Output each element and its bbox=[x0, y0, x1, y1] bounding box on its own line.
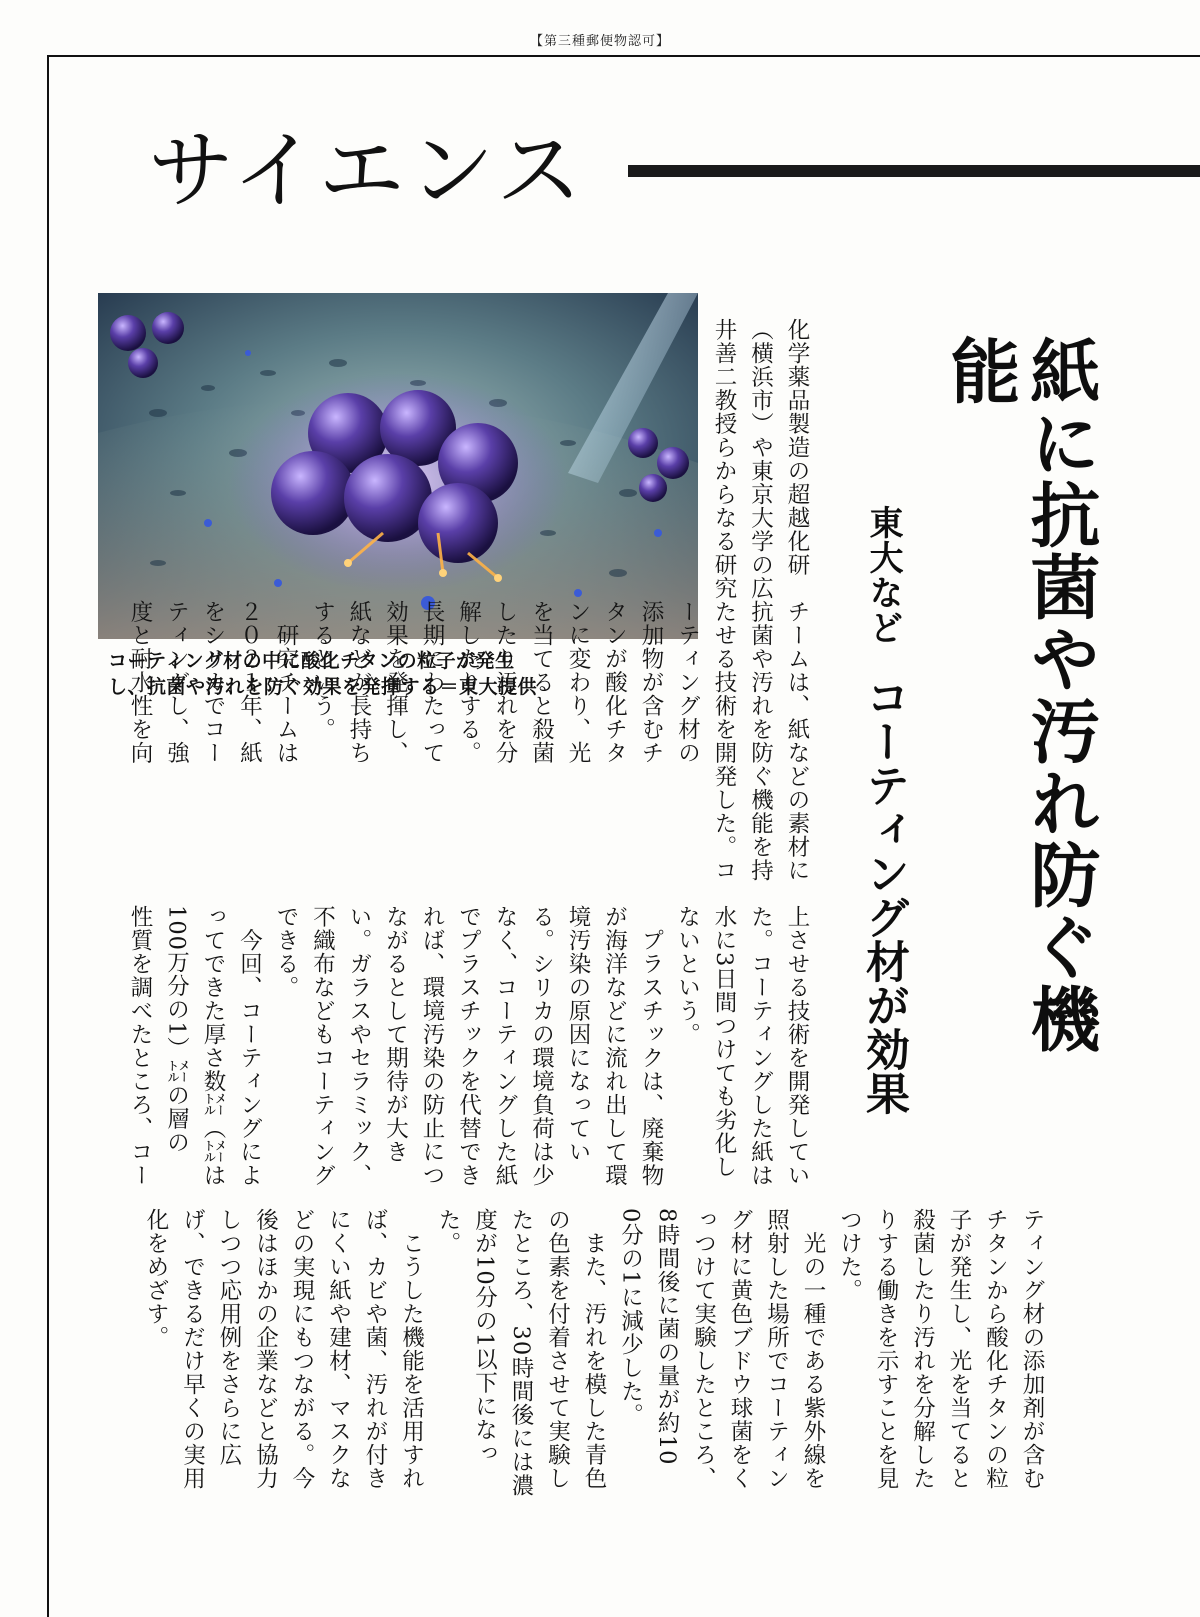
headline: 紙に抗菌や汚れ防ぐ機能 bbox=[939, 335, 1101, 1055]
caption-line-2: し、抗菌や汚れを防ぐ効果を発揮する＝東大提供 bbox=[108, 676, 538, 698]
article-photo bbox=[98, 293, 698, 639]
body-block-4: ティング材の添加剤が含む チタンから酸化チタンの粒 子が発生し、光を当てると 殺菌したり汚れを分解した りする働きを示すことを見 つけた。 光の一種である紫外線を 照射した場所でコーティン グ材に黄色ブドウ球菌をく っつけて実験したところ、 8時間後に菌の量が約10 0分の1に減少した。 また、汚れを模した青色 の色素を付着させて実験し たところ、30時間後には濃 度が10分の1以下になっ た。 こうした機能を活用すれ ば、カビや菌、汚れが付き にくい紙や建材、マスクな どの実現にもつながる。今 後はほかの企業などと協力 しつつ応用例をさらに広 げ、できるだけ早くの実用 化をめざす。 bbox=[143, 1208, 1045, 1498]
postal-notice: 【第三種郵便物認可】 bbox=[529, 34, 670, 49]
coating-particles-image bbox=[98, 293, 698, 639]
subhead-prefix: 東大など bbox=[863, 505, 903, 645]
caption-line-1: コーティング材の中に酸化チタンの粒子が発生 bbox=[108, 650, 515, 672]
subhead-main: コーティング材が効果 bbox=[858, 675, 909, 1115]
body-block-2: チームは、紙などの素材に 抗菌や汚れを防ぐ機能を持 たせる技術を開発した。コ ーティング材の 添加物が含むチ タンが酸化チタ ンに変わり、光 を当てると殺菌 したり汚れを分 解したりする。 長期にわたって 効果を発揮し、 紙などが長持ち するという。 研究チームは ２０２１年、紙 をシリカでコー ティングし、強 度と耐水性を向 bbox=[127, 600, 810, 882]
section-title: サイエンス bbox=[148, 121, 586, 221]
body-block-1: 化学薬品製造の超越化研 （横浜市）や東京大学の広 井善二教授らからなる研究 bbox=[711, 318, 810, 600]
section-rule bbox=[628, 165, 1200, 177]
body-block-3: 上させる技術を開発してい た。コーティングした紙は 水に3日間つけても劣化し ないという。 プラスチックは、廃棄物 が海洋などに流れ出して環 境汚染の原因になってい る。シリカの環境負荷は少 なく、コーティングした紙 でプラスチックを代替でき れば、環境汚染の防止につ ながるとして期待が大き い。ガラスやセラミック、 不織布などもコーティング できる。 今回、コーティングによ ってできた厚さ数㍍（㍍は 100万分の1）㍍の層の 性質を調べたところ、コー bbox=[127, 905, 810, 1187]
subhead bbox=[855, 505, 911, 1145]
